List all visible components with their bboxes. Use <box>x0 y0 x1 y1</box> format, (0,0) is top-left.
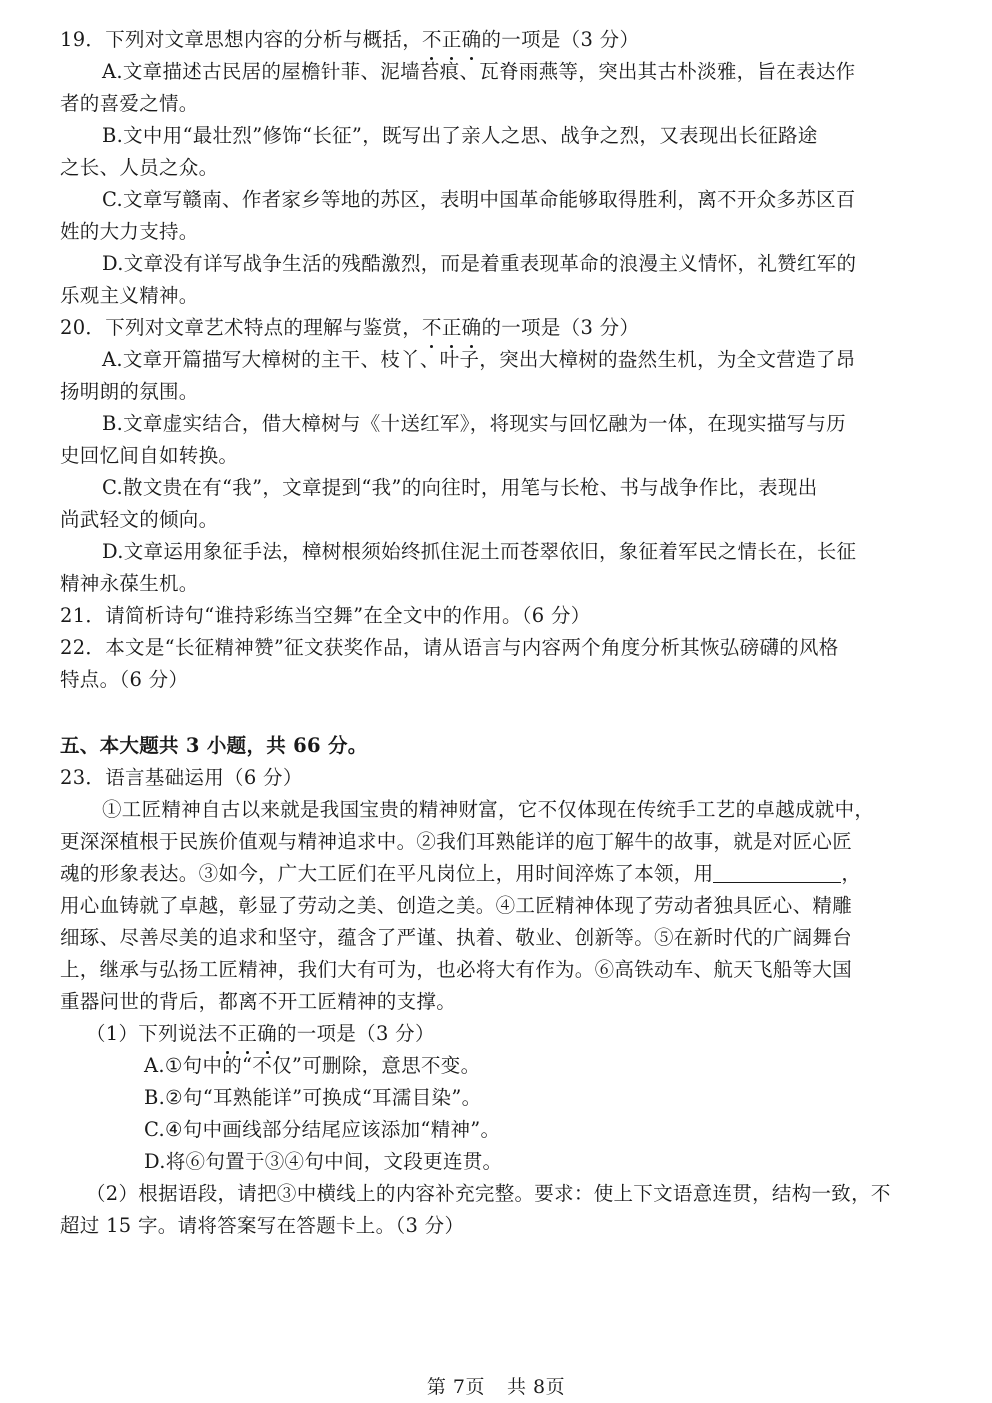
emphasis-dot-char: 不 <box>218 1018 238 1050</box>
q20-option-b: B.文章虚实结合，借大樟树与《十送红军》，将现实与回忆融为一体，在现实描写与历 <box>102 412 846 435</box>
answer-blank <box>713 862 841 883</box>
q19-stem-text: 19．下列对文章思想内容的分析与概括， <box>60 28 423 51</box>
emphasis-dot-char: 不 <box>422 24 442 56</box>
q20-option-c: C.散文贵在有“我”，文章提到“我”的向往时，用笔与长枪、书与战争作比，表现出 <box>102 476 818 499</box>
q23-passage-line: 重器问世的背后，都离不开工匠精神的支撑。 <box>60 990 457 1013</box>
q22-stem: 22．本文是“长征精神赞”征文获奖作品，请从语言与内容两个角度分析其恢弘磅礴的风格 <box>60 636 839 659</box>
q20-option-a: A.文章开篇描写大樟树的主干、枝丫、叶子，突出大樟树的盎然生机，为全文营造了昂 <box>102 348 856 371</box>
emphasis-dot-char: 正 <box>442 312 462 344</box>
emphasis-dot-char: 不 <box>422 312 442 344</box>
q23-passage-line: 更深深植根于民族价值观与精神追求中。②我们耳熟能详的庖丁解牛的故事，就是对匠心匠 <box>60 830 853 853</box>
emphasis-dot-char: 确 <box>257 1018 277 1050</box>
page-footer <box>0 1372 992 1399</box>
q23-passage-text: ， <box>841 862 862 885</box>
q19-option-b-cont: 之长、人员之众。 <box>60 156 219 179</box>
q23-sub1-stem <box>60 1018 926 1050</box>
q23-option-b: B.②句“耳熟能详”可换成“耳濡目染”。 <box>144 1086 482 1109</box>
q23-option-d: D.将⑥句置于③④句中间，文段更连贯。 <box>144 1150 503 1173</box>
q20-stem <box>60 312 926 344</box>
q23-passage-line: 用心血铸就了卓越，彰显了劳动之美、创造之美。④工匠精神体现了劳动者独具匠心、精雕 <box>60 894 853 917</box>
q23-passage-line: ①工匠精神自古以来就是我国宝贵的精神财富，它不仅体现在传统手工艺的卓越成就中， <box>102 798 875 821</box>
q23-title: 23．语言基础运用（6 分） <box>60 766 303 789</box>
q20-stem-score: 的一项是（3 分） <box>481 316 640 339</box>
q19-option-a: A.文章描述古民居的屋檐针菲、泥墙苔痕、瓦脊雨燕等，突出其古朴淡雅，旨在表达作 <box>102 60 856 83</box>
page-total: 共 8页 <box>507 1376 566 1398</box>
q22-stem-cont: 特点。（6 分） <box>60 668 189 691</box>
emphasis-dot-char: 正 <box>237 1018 257 1050</box>
q23-passage-line: 上，继承与弘扬工匠精神，我们大有可为，也必将大有作为。⑥高铁动车、航天飞船等大国 <box>60 958 853 981</box>
q20-option-a-cont: 扬明朗的氛围。 <box>60 380 199 403</box>
q23-option-c: C.④句中画线部分结尾应该添加“精神”。 <box>144 1118 501 1141</box>
q19-option-a-cont: 者的喜爱之情。 <box>60 92 199 115</box>
exam-page <box>60 24 926 1242</box>
q19-option-d-cont: 乐观主义精神。 <box>60 284 199 307</box>
q20-option-d-cont: 精神永葆生机。 <box>60 572 199 595</box>
q23-passage-line: 细琢、尽善尽美的追求和坚守，蕴含了严谨、执着、敬业、创新等。⑤在新时代的广阔舞台 <box>60 926 853 949</box>
q19-stem <box>60 24 926 56</box>
q23-sub2-stem: （2）根据语段，请把③中横线上的内容补充完整。要求：使上下文语意连贯，结构一致，不 <box>86 1182 891 1205</box>
q20-stem-text: 20．下列对文章艺术特点的理解与鉴赏， <box>60 316 423 339</box>
q23-option-a: A.①句中的“不仅”可删除，意思不变。 <box>144 1054 481 1077</box>
q23-sub1-text: （1）下列说法 <box>86 1022 218 1045</box>
q20-option-d: D.文章运用象征手法，樟树根须始终抓住泥土而苍翠依旧，象征着军民之情长在，长征 <box>102 540 857 563</box>
page-number: 第 7页 <box>426 1376 485 1398</box>
section-heading: 五、本大题共 3 小题，共 66 分。 <box>60 734 368 757</box>
q21-stem: 21．请简析诗句“谁持彩练当空舞”在全文中的作用。（6 分） <box>60 604 591 627</box>
emphasis-dot-char: 确 <box>462 24 482 56</box>
q19-option-b: B.文中用“最壮烈”修饰“长征”，既写出了亲人之思、战争之烈，又表现出长征路途 <box>102 124 818 147</box>
section-gap <box>60 696 926 730</box>
q19-option-d: D.文章没有详写战争生活的残酷激烈，而是着重表现革命的浪漫主义情怀，礼赞红军的 <box>102 252 857 275</box>
q19-option-c-cont: 姓的大力支持。 <box>60 220 199 243</box>
q20-option-b-cont: 史回忆间自如转换。 <box>60 444 239 467</box>
emphasis-dot-char: 正 <box>442 24 462 56</box>
q23-sub2-stem-cont: 超过 15 字。请将答案写在答题卡上。（3 分） <box>60 1214 465 1237</box>
q23-passage-text: 魂的形象表达。③如今，广大工匠们在平凡岗位上，用时间淬炼了本领，用 <box>60 862 714 885</box>
q19-stem-score: 的一项是（3 分） <box>481 28 640 51</box>
q23-sub1-score: 的一项是（3 分） <box>276 1022 435 1045</box>
q20-option-c-cont: 尚武轻文的倾向。 <box>60 508 219 531</box>
q19-option-c: C.文章写赣南、作者家乡等地的苏区，表明中国革命能够取得胜利，离不开众多苏区百 <box>102 188 856 211</box>
q23-passage-line <box>60 858 926 890</box>
emphasis-dot-char: 确 <box>462 312 482 344</box>
